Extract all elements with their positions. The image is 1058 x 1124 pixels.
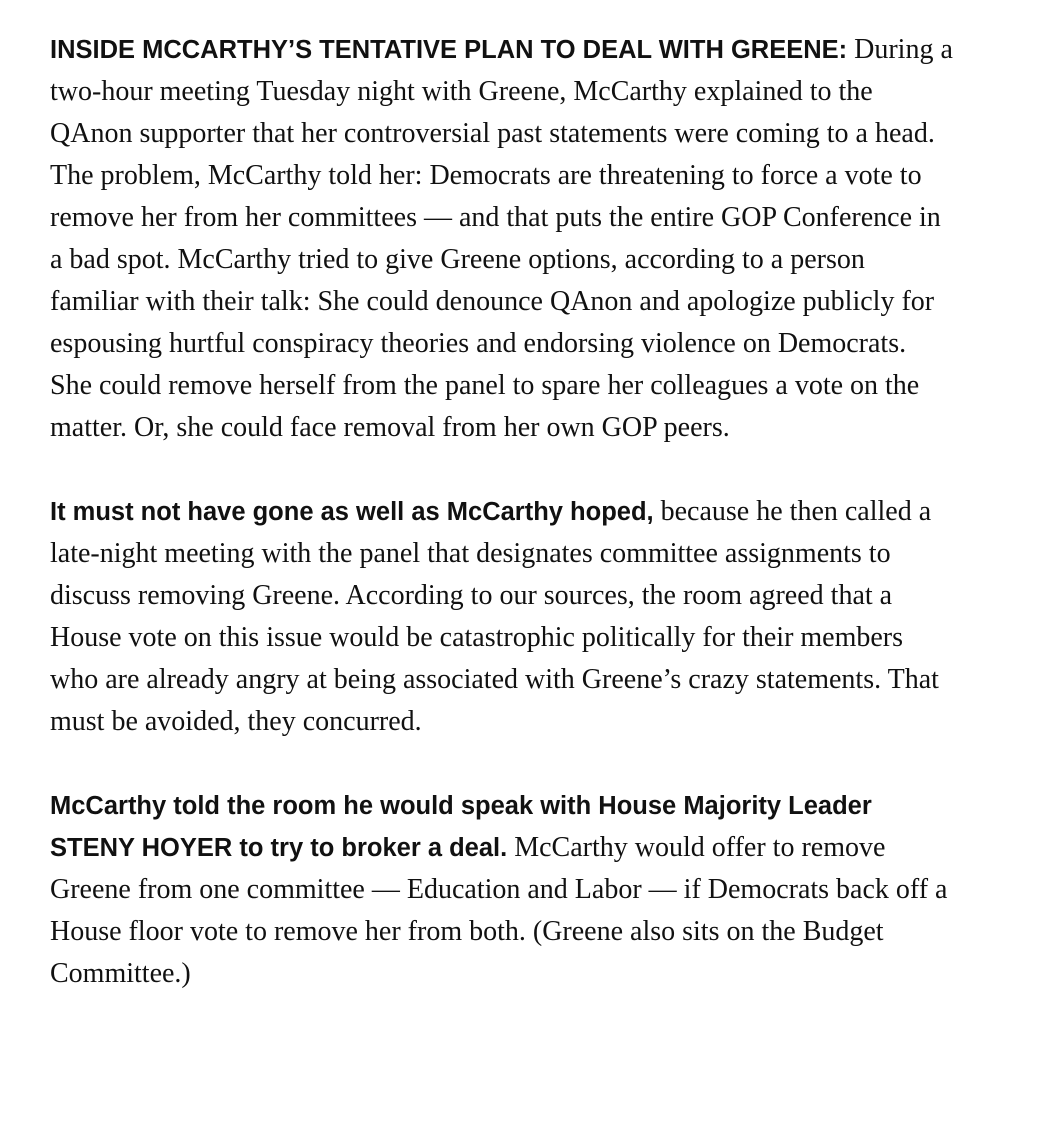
paragraph-text: During a two-hour meeting Tuesday night with Greene, McCarthy explained to the QAnon supporter that her controversial past statements were coming to a head. The problem, McCarthy told her: Democrats are threatening to force a vote to remove her from her committees — and that puts the entire GOP Conference in a bad spot. McCarthy tried to give Greene options, according to a person familiar with their talk: She could denounce QAnon and apologize publicly for espousing hurtful conspiracy theories and endorsing violence on Democrats. She could remove herself from the panel to spare her colleagues a vote on the matter. Or, she could face removal from her own GOP peers.	[50, 34, 953, 443]
article-body	[50, 29, 955, 1037]
paragraph-lead: INSIDE MCCARTHY’S TENTATIVE PLAN TO DEAL WITH GREENE:	[50, 36, 848, 64]
paragraph-late-night-meeting	[50, 491, 955, 743]
paragraph-text: McCarthy would offer to remove Greene from one committee — Education and Labor — if Democrats back off a House floor vote to remove her from both. (Greene also sits on the Budget Committee.)	[50, 832, 948, 989]
paragraph-lead: It must not have gone as well as McCarthy hoped,	[50, 498, 654, 526]
paragraph-mccarthy-plan	[50, 29, 955, 449]
paragraph-lead: McCarthy told the room he would speak with House Majority Leader STENY HOYER to try to broker a deal.	[50, 792, 872, 862]
paragraph-text: because he then called a late-night meeting with the panel that designates committee assignments to discuss removing Greene. According to our sources, the room agreed that a House vote on this issue would be catastrophic politically for their members who are already angry at being associated with Greene’s crazy statements. That must be avoided, they concurred.	[50, 496, 939, 737]
paragraph-hoyer-deal	[50, 785, 955, 995]
